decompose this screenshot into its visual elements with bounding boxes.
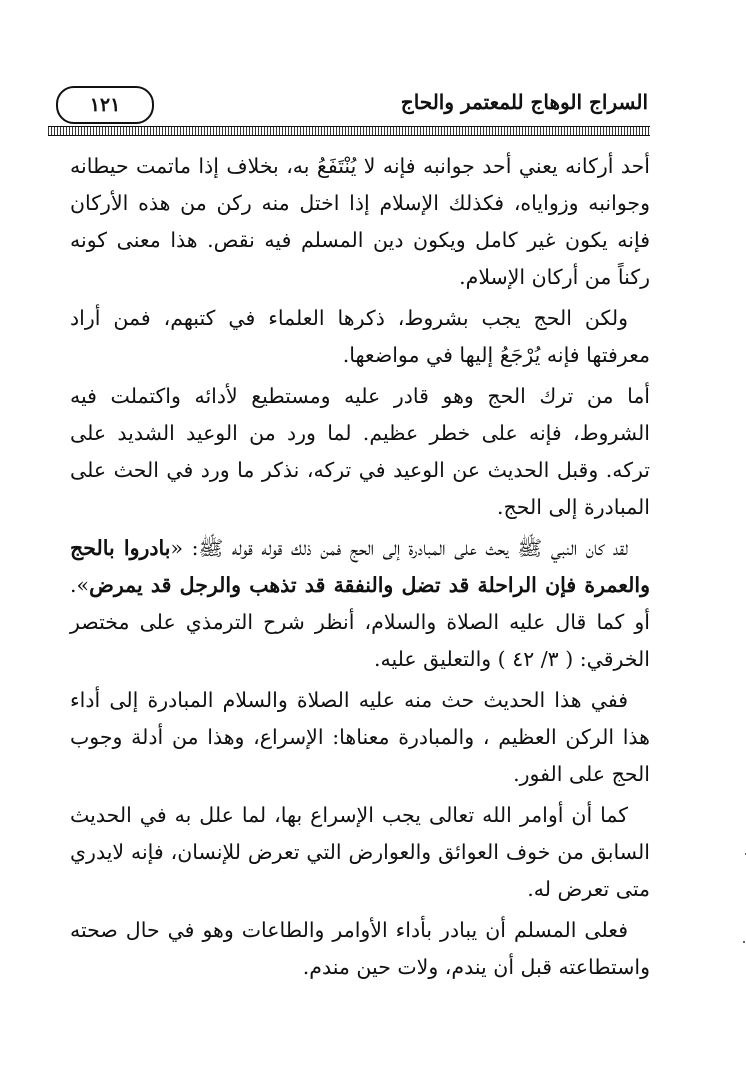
hadith-quote: بادروا بالحج والعمرة فإن الراحلة قد تضل والنفقة قد تذهب والرجل قد يمرض [70,536,650,597]
paragraph-text: ففي هذا الحديث حث منه عليه الصلاة والسلام المبادرة إلى أداء هذا الركن العظيم ، والمبادرة معناها: الإسراع، وهذا من أدلة وجوب الحج على الفور. [70,688,650,786]
paragraph [70,530,650,678]
paragraph [70,378,650,526]
paragraph-text: ». أو كما قال عليه الصلاة والسلام، أنظر شرح الترمذي على مختصر الخرقي: ( ٣/ ٤٢ ) والتعليق عليه. [70,573,650,671]
page-header [48,84,654,128]
running-title: السراج الوهاج للمعتمر والحاج [400,90,648,114]
paragraph-text: ولكن الحج يجب بشروط، ذكرها العلماء في كتبهم، فمن أراد معرفتها فإنه يُرْجَعُ إليها في مواضعها. [70,306,650,367]
paragraph-text: أما من ترك الحج وهو قادر عليه ومستطيع لأدائه واكتملت فيه الشروط، فإنه على خطر عظيم. لما ورد من الوعيد الشديد على تركه. وقبل الحديث عن الوعيد في تركه، نذكر ما ورد في الحث على المبادرة إلى الحج. [70,384,650,519]
paragraph [70,148,650,296]
paragraph [70,912,650,986]
paragraph-text: كما أن أوامر الله تعالى يجب الإسراع بها، لما علل به في الحديث السابق من خوف العوائق والعوارض التي تعرض للإنسان، فإنه لايدري متى تعرض له. [70,803,650,901]
paragraph-text: لقد كان النبي ﷺ يحث على المبادرة إلى الحج فمن ذلك قوله قوله ﷺ: « [170,536,628,560]
page-number: ١٢١ [56,86,154,124]
paragraph-text: فعلى المسلم أن يبادر بأداء الأوامر والطاعات وهو في حال صحته واستطاعته قبل أن يندم، ولات حين مندم. [70,918,650,979]
body-text [70,148,650,990]
paragraph-text: أحد أركانه يعني أحد جوانبه فإنه لا يُنْتَفَعُ به، بخلاف إذا ماتمت حيطانه وجوانبه وزواياه، فكذلك الإسلام إذا اختل منه ركن من هذه الأركان فإنه يكون غير كامل ويكون دين المسلم فيه نقص. هذا معنى كونه ركناً من أركان الإسلام. [70,154,650,289]
scan-speck [743,941,745,943]
paragraph [70,300,650,374]
header-divider [48,126,650,136]
paragraph [70,682,650,793]
paragraph [70,797,650,908]
